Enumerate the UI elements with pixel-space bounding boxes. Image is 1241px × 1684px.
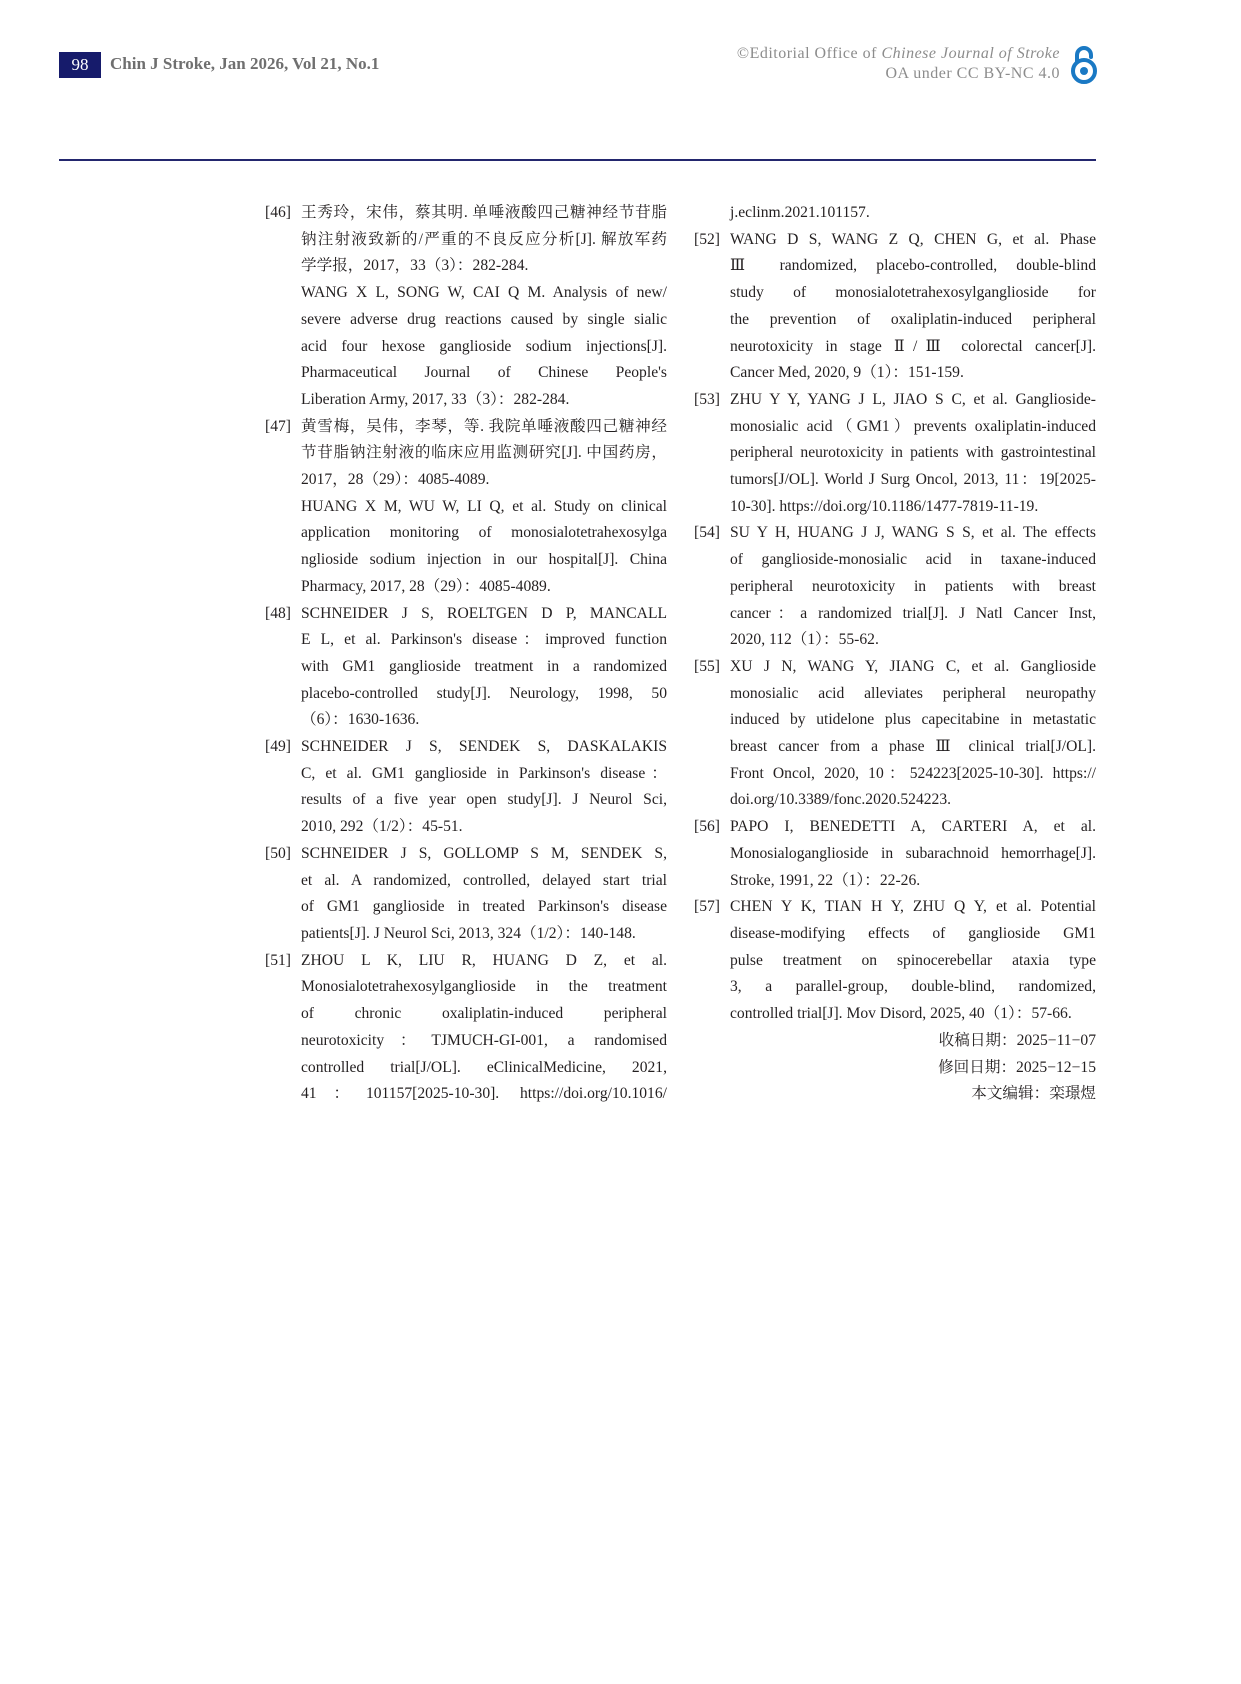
- reference-number: [47]: [265, 417, 291, 435]
- reference-line: pulse treatment on spinocerebellar ataxia type: [730, 951, 1096, 969]
- references-left-column: [265, 200, 667, 1108]
- editor-credit: 本文编辑：栾璟煜: [971, 1085, 1096, 1103]
- reference-line: Cancer Med, 2020, 9（1）：151-159.: [730, 364, 964, 382]
- reference-entry: [265, 200, 667, 414]
- reference-line: induced by utidelone plus capecitabine in metastatic: [730, 711, 1096, 729]
- reference-line: breast cancer from a phase Ⅲ clinical trial[J/OL].: [730, 738, 1096, 756]
- reference-line: Ⅲ randomized, placebo-controlled, double-blind: [730, 257, 1096, 275]
- reference-line: 王秀玲，宋伟，蔡其明. 单唾液酸四己糖神经节苷脂: [301, 204, 667, 221]
- reference-number: [52]: [694, 230, 720, 248]
- reference-number: [55]: [694, 657, 720, 675]
- reference-line: monosialic acid（GM1）prevents oxaliplatin-induced: [730, 417, 1096, 435]
- copyright-notice: [737, 44, 1060, 84]
- reference-line: 41：101157[2025-10-30]. https://doi.org/10.1016/: [301, 1085, 667, 1103]
- reference-line: ZHOU L K, LIU R, HUANG D Z, et al.: [301, 951, 667, 969]
- reference-entry: [694, 227, 1096, 387]
- reference-number: [53]: [694, 390, 720, 408]
- reference-line: 2020, 112（1）：55-62.: [730, 631, 879, 649]
- reference-line: patients[J]. J Neurol Sci, 2013, 324（1/2）：140-148.: [301, 924, 636, 942]
- reference-number: [51]: [265, 951, 291, 969]
- reference-number: [48]: [265, 604, 291, 622]
- references-right-column: [694, 200, 1096, 1108]
- reference-line: the prevention of oxaliplatin-induced peripheral: [730, 310, 1096, 328]
- page-number: 98: [59, 52, 101, 78]
- reference-line: nglioside sodium injection in our hospital[J]. China: [301, 551, 667, 569]
- reference-entry: [694, 654, 1096, 814]
- reference-line: PAPO I, BENEDETTI A, CARTERI A, et al.: [730, 818, 1096, 836]
- reference-number: [56]: [694, 818, 720, 836]
- reference-line: WANG D S, WANG Z Q, CHEN G, et al. Phase: [730, 230, 1096, 248]
- reference-line: acid four hexose ganglioside sodium injections[J].: [301, 337, 667, 355]
- reference-entry: [265, 414, 667, 601]
- reference-entry: [694, 814, 1096, 894]
- reference-entry: [694, 894, 1096, 1028]
- reference-line: cancer：a randomized trial[J]. J Natl Cancer Inst,: [730, 604, 1096, 622]
- reference-line: of chronic oxaliplatin-induced peripheral: [301, 1005, 667, 1023]
- reference-line: Pharmaceutical Journal of Chinese People's: [301, 364, 667, 382]
- reference-line: 2017，28（29）：4085-4089.: [301, 471, 490, 489]
- reference-line: SU Y H, HUANG J J, WANG S S, et al. The effects: [730, 524, 1096, 542]
- reference-line: neurotoxicity in stage Ⅱ/Ⅲ colorectal cancer[J].: [730, 337, 1096, 355]
- reference-line: Monosialoganglioside in subarachnoid hemorrhage[J].: [730, 844, 1096, 862]
- header-rule: [59, 159, 1096, 161]
- reference-line: Pharmacy, 2017, 28（29）：4085-4089.: [301, 577, 551, 595]
- reference-line: doi.org/10.3389/fonc.2020.524223.: [730, 791, 952, 809]
- reference-line: 节苷脂钠注射液的临床应用监测研究[J]. 中国药房，: [301, 444, 667, 462]
- reference-line: application monitoring of monosialotetrahexosylga: [301, 524, 667, 542]
- reference-number: [57]: [694, 898, 720, 916]
- reference-line: monosialic acid alleviates peripheral neuropathy: [730, 684, 1096, 702]
- revised-date: 修回日期：2025−12−15: [938, 1058, 1096, 1076]
- reference-line: of GM1 ganglioside in treated Parkinson's disease: [301, 898, 667, 916]
- reference-line: 学学报，2017，33（3）：282-284.: [301, 257, 529, 275]
- open-access-icon: [1069, 44, 1099, 84]
- reference-line: E L, et al. Parkinson's disease：improved function: [301, 631, 667, 649]
- reference-line: peripheral neurotoxicity in patients with gastrointestinal: [730, 444, 1096, 462]
- reference-line: controlled trial[J]. Mov Disord, 2025, 40（1）：57-66.: [730, 1005, 1072, 1023]
- reference-line: ZHU Y Y, YANG J L, JIAO S C, et al. Ganglioside-: [730, 390, 1096, 408]
- reference-number: [54]: [694, 524, 720, 542]
- reference-number: [50]: [265, 844, 291, 862]
- reference-line: Monosialotetrahexosylganglioside in the treatment: [301, 978, 667, 996]
- reference-line: 2010, 292（1/2）：45-51.: [301, 818, 463, 836]
- journal-citation: Chin J Stroke, Jan 2026, Vol 21, No.1: [110, 54, 380, 73]
- reference-line: 3, a parallel-group, double-blind, randomized,: [730, 978, 1096, 996]
- copyright-line: [737, 44, 1060, 64]
- reference-number: [46]: [265, 204, 291, 221]
- reference-line: et al. A randomized, controlled, delayed start trial: [301, 871, 667, 889]
- reference-line: Front Oncol, 2020, 10：524223[2025-10-30]. https://: [730, 764, 1096, 782]
- reference-line: controlled trial[J/OL]. eClinicalMedicine, 2021,: [301, 1058, 667, 1076]
- reference-entry: [265, 948, 667, 1108]
- reference-line: C, et al. GM1 ganglioside in Parkinson's disease：: [301, 764, 667, 782]
- reference-line: Stroke, 1991, 22（1）：22-26.: [730, 871, 921, 889]
- reference-entry: [265, 841, 667, 948]
- reference-entry: [694, 200, 1096, 227]
- reference-line: 黄雪梅，吴伟，李琴，等. 我院单唾液酸四己糖神经: [301, 417, 667, 435]
- reference-line: tumors[J/OL]. World J Surg Oncol, 2013, 11：19[2025-: [730, 471, 1096, 489]
- reference-entry: [265, 601, 667, 735]
- reference-entry: [265, 734, 667, 841]
- reference-entry: [694, 387, 1096, 521]
- reference-number: [49]: [265, 738, 291, 756]
- reference-line: WANG X L, SONG W, CAI Q M. Analysis of new/: [301, 284, 667, 302]
- reference-line: SCHNEIDER J S, GOLLOMP S M, SENDEK S,: [301, 844, 667, 862]
- reference-line: SCHNEIDER J S, SENDEK S, DASKALAKIS: [301, 738, 667, 756]
- reference-line: with GM1 ganglioside treatment in a randomized: [301, 657, 667, 675]
- reference-line: placebo-controlled study[J]. Neurology, 1998, 50: [301, 684, 667, 702]
- reference-line: SCHNEIDER J S, ROELTGEN D P, MANCALL: [301, 604, 667, 622]
- received-date: 收稿日期：2025−11−07: [938, 1031, 1096, 1049]
- license-line: OA under CC BY-NC 4.0: [885, 65, 1060, 82]
- reference-line: CHEN Y K, TIAN H Y, ZHU Q Y, et al. Potential: [730, 898, 1096, 916]
- reference-line: Liberation Army, 2017, 33（3）：282-284.: [301, 390, 570, 408]
- reference-line: neurotoxicity：TJMUCH-GI-001, a randomised: [301, 1031, 667, 1049]
- reference-line: results of a five year open study[J]. J Neurol Sci,: [301, 791, 667, 809]
- reference-line: 钠注射液致新的/严重的不良反应分析[J]. 解放军药: [301, 230, 667, 248]
- copyright-prefix: ©Editorial Office of: [736, 45, 882, 62]
- copyright-journal-name: Chinese Journal of Stroke: [881, 45, 1060, 62]
- reference-entry: [694, 520, 1096, 654]
- reference-line: of ganglioside-monosialic acid in taxane-induced: [730, 551, 1096, 569]
- reference-line: peripheral neurotoxicity in patients with breast: [730, 577, 1096, 595]
- reference-line: study of monosialotetrahexosylganglioside for: [730, 284, 1096, 302]
- reference-line: HUANG X M, WU W, LI Q, et al. Study on clinical: [301, 497, 667, 515]
- reference-line: （6）：1630-1636.: [301, 711, 420, 729]
- reference-line: XU J N, WANG Y, JIANG C, et al. Ganglioside: [730, 657, 1096, 675]
- reference-line: disease-modifying effects of ganglioside GM1: [730, 924, 1096, 942]
- reference-line: j.eclinm.2021.101157.: [730, 204, 870, 221]
- reference-line: 10-30]. https://doi.org/10.1186/1477-7819-11-19.: [730, 497, 1039, 515]
- reference-line: severe adverse drug reactions caused by single sialic: [301, 310, 667, 328]
